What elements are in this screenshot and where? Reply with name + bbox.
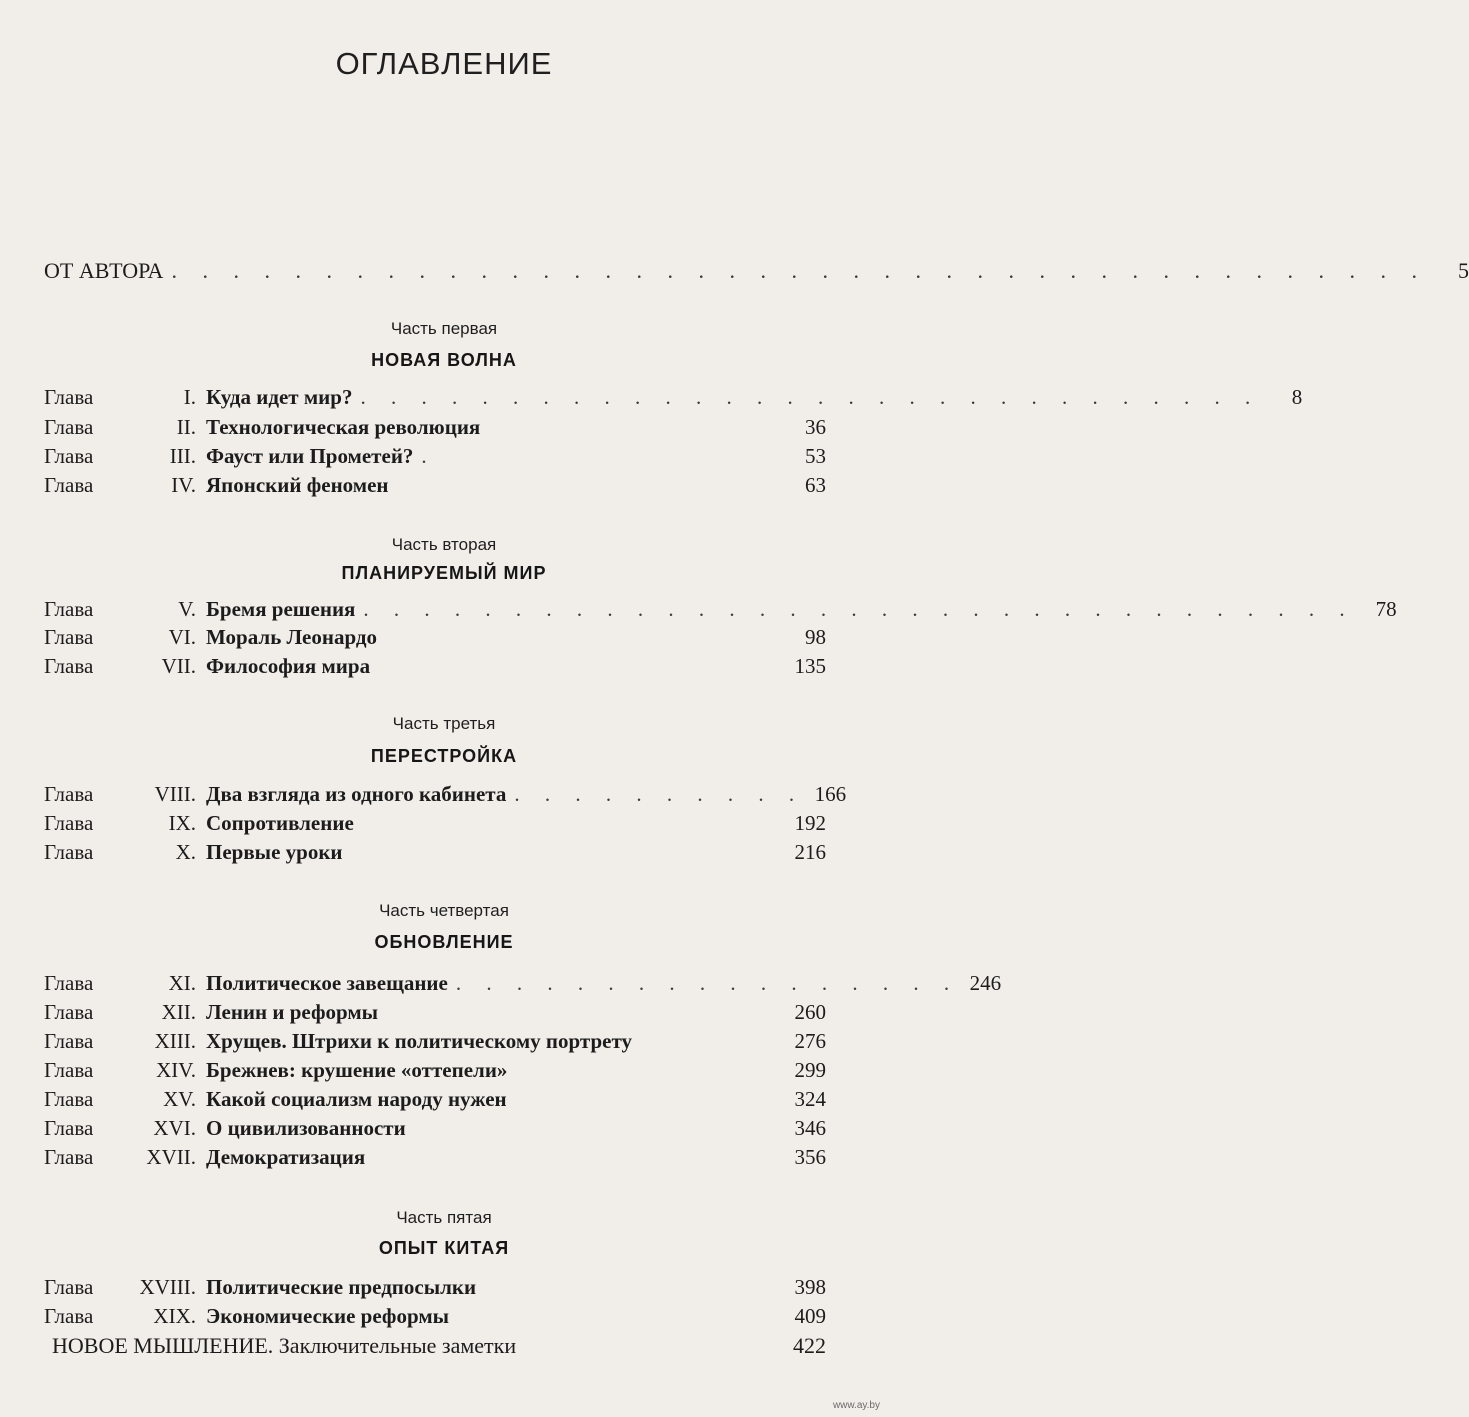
chapter-word: Глава [44, 654, 94, 678]
leader-dots: . . . . . . . . . . . . . . . . . . . . . . . . . . . . . . . . . . . . . . . . . [171, 258, 1427, 283]
entry-label: НОВОЕ МЫШЛЕНИЕ. Заключительные заметки [52, 1333, 517, 1358]
chapter-title: Хрущев. Штрихи к политическому портрету [206, 1029, 633, 1053]
chapter-number: XIX. [153, 1304, 196, 1328]
entry-page: 53 [805, 444, 826, 468]
chapter-word: Глава [44, 971, 94, 995]
toc-entry [44, 597, 1397, 627]
toc-entry [44, 385, 1303, 415]
toc-entry-closing [52, 1333, 826, 1363]
chapter-word: Глава [44, 1304, 94, 1328]
entry-page: 78 [1375, 597, 1397, 621]
chapter-number: I. [183, 385, 196, 409]
chapter-number: XIV. [156, 1058, 196, 1082]
toc-entry [44, 444, 826, 474]
chapter-title: Куда идет мир? [206, 385, 353, 409]
entry-page: 63 [805, 473, 826, 497]
chapter-title: Какой социализм народу нужен [206, 1087, 507, 1111]
toc-entry [44, 971, 1002, 1001]
part-title: ПЛАНИРУЕМЫЙ МИР [341, 563, 547, 583]
entry-page: 216 [794, 840, 826, 864]
entry-page: 8 [1291, 385, 1303, 409]
entry-page: 422 [793, 1333, 826, 1358]
part-title: ОПЫТ КИТАЯ [378, 1238, 510, 1258]
chapter-word: Глава [44, 625, 94, 649]
chapter-word: Глава [44, 1145, 94, 1169]
chapter-title: Философия мира [206, 654, 371, 678]
entry-page: 166 [814, 782, 847, 806]
entry-page: 324 [794, 1087, 826, 1111]
chapter-number: VIII. [154, 782, 196, 806]
chapter-title: Первые уроки [206, 840, 343, 864]
chapter-word: Глава [44, 1275, 94, 1299]
chapter-word: Глава [44, 385, 94, 409]
part-title: НОВАЯ ВОЛНА [371, 350, 517, 370]
chapter-number: XV. [163, 1087, 196, 1111]
chapter-word: Глава [44, 415, 94, 439]
entry-page: 409 [794, 1304, 826, 1328]
entry-page: 5 [1457, 258, 1469, 283]
chapter-number: VI. [168, 625, 196, 649]
chapter-word: Глава [44, 782, 94, 806]
leader-dots: . . . . . . . . . . . . . . . . . [455, 971, 960, 995]
leader-dots: . . . . . . . . . . . . . . . . . . . . . . . . . . . . . . . . . [363, 597, 1355, 621]
chapter-word: Глава [44, 473, 94, 497]
chapter-word: Глава [44, 811, 94, 835]
chapter-title: Фауст или Прометей? [206, 444, 414, 468]
toc-entry [44, 415, 826, 445]
toc-entry [44, 1145, 826, 1175]
entry-page: 135 [794, 654, 826, 678]
chapter-title: Политическое завещание [206, 971, 448, 995]
chapter-number: III. [169, 444, 196, 468]
page-title: ОГЛАВЛЕНИЕ [335, 46, 553, 81]
chapter-word: Глава [44, 1116, 94, 1140]
entry-page: 98 [805, 625, 826, 649]
chapter-title: Демократизация [206, 1145, 366, 1169]
chapter-title: Брежнев: крушение «оттепели» [206, 1058, 508, 1082]
toc-entry [44, 1058, 826, 1088]
entry-page: 192 [794, 811, 826, 835]
chapter-word: Глава [44, 444, 94, 468]
part-label: Часть четвертая [379, 901, 509, 920]
chapter-word: Глава [44, 840, 94, 864]
chapter-title: О цивилизованности [206, 1116, 406, 1140]
chapter-number: XII. [161, 1000, 196, 1024]
toc-entry [44, 1116, 826, 1146]
chapter-word: Глава [44, 597, 94, 621]
part-label: Часть пятая [396, 1208, 492, 1227]
toc-entry [44, 654, 826, 684]
toc-entry [44, 1087, 826, 1117]
chapter-number: XVI. [153, 1116, 196, 1140]
chapter-word: Глава [44, 1087, 94, 1111]
part-title: ПЕРЕСТРОЙКА [370, 746, 518, 766]
chapter-number: XVIII. [139, 1275, 196, 1299]
part-label: Часть третья [392, 714, 496, 733]
chapter-title: Ленин и реформы [206, 1000, 379, 1024]
chapter-number: XI. [168, 971, 196, 995]
chapter-title: Технологическая революция [206, 415, 481, 439]
toc-entry-intro [44, 258, 1469, 288]
toc-entry [44, 1304, 826, 1334]
toc-entry [44, 473, 826, 503]
toc-entry [44, 625, 826, 655]
chapter-number: VII. [161, 654, 196, 678]
entry-page: 398 [794, 1275, 826, 1299]
chapter-title: Политические предпосылки [206, 1275, 477, 1299]
chapter-number: II. [176, 415, 196, 439]
chapter-title: Японский феномен [206, 473, 389, 497]
entry-page: 356 [794, 1145, 826, 1169]
part-title: ОБНОВЛЕНИЕ [374, 932, 514, 952]
watermark-text: www.ay.by [832, 1400, 880, 1411]
entry-page: 246 [969, 971, 1002, 995]
part-label: Часть первая [390, 319, 498, 338]
leader-dots: . [421, 444, 437, 468]
toc-entry [44, 782, 847, 812]
entry-page: 299 [794, 1058, 826, 1082]
toc-entry [44, 1000, 826, 1030]
chapter-number: XVII. [146, 1145, 196, 1169]
entry-page: 260 [794, 1000, 826, 1024]
entry-label: ОТ АВТОРА [44, 258, 164, 283]
chapter-number: IV. [171, 473, 196, 497]
chapter-title: Мораль Леонардо [206, 625, 377, 649]
chapter-number: XIII. [154, 1029, 196, 1053]
chapter-word: Глава [44, 1029, 94, 1053]
leader-dots: . . . . . . . . . . . . . . . . . . . . . . . . . . . . . . [360, 385, 1261, 409]
part-label: Часть вторая [391, 535, 497, 554]
entry-page: 346 [794, 1116, 826, 1140]
chapter-number: IX. [168, 811, 196, 835]
chapter-number: V. [178, 597, 196, 621]
chapter-title: Экономические реформы [206, 1304, 450, 1328]
entry-page: 36 [805, 415, 826, 439]
toc-entry [44, 1275, 826, 1305]
leader-dots: . . . . . . . . . . [514, 782, 805, 806]
chapter-word: Глава [44, 1000, 94, 1024]
chapter-word: Глава [44, 1058, 94, 1082]
toc-entry [44, 811, 826, 841]
entry-page: 276 [794, 1029, 826, 1053]
toc-entry [44, 1029, 826, 1059]
chapter-title: Бремя решения [206, 597, 356, 621]
chapter-title: Сопротивление [206, 811, 354, 835]
chapter-title: Два взгляда из одного кабинета [206, 782, 507, 806]
toc-entry [44, 840, 826, 870]
chapter-number: X. [175, 840, 196, 864]
